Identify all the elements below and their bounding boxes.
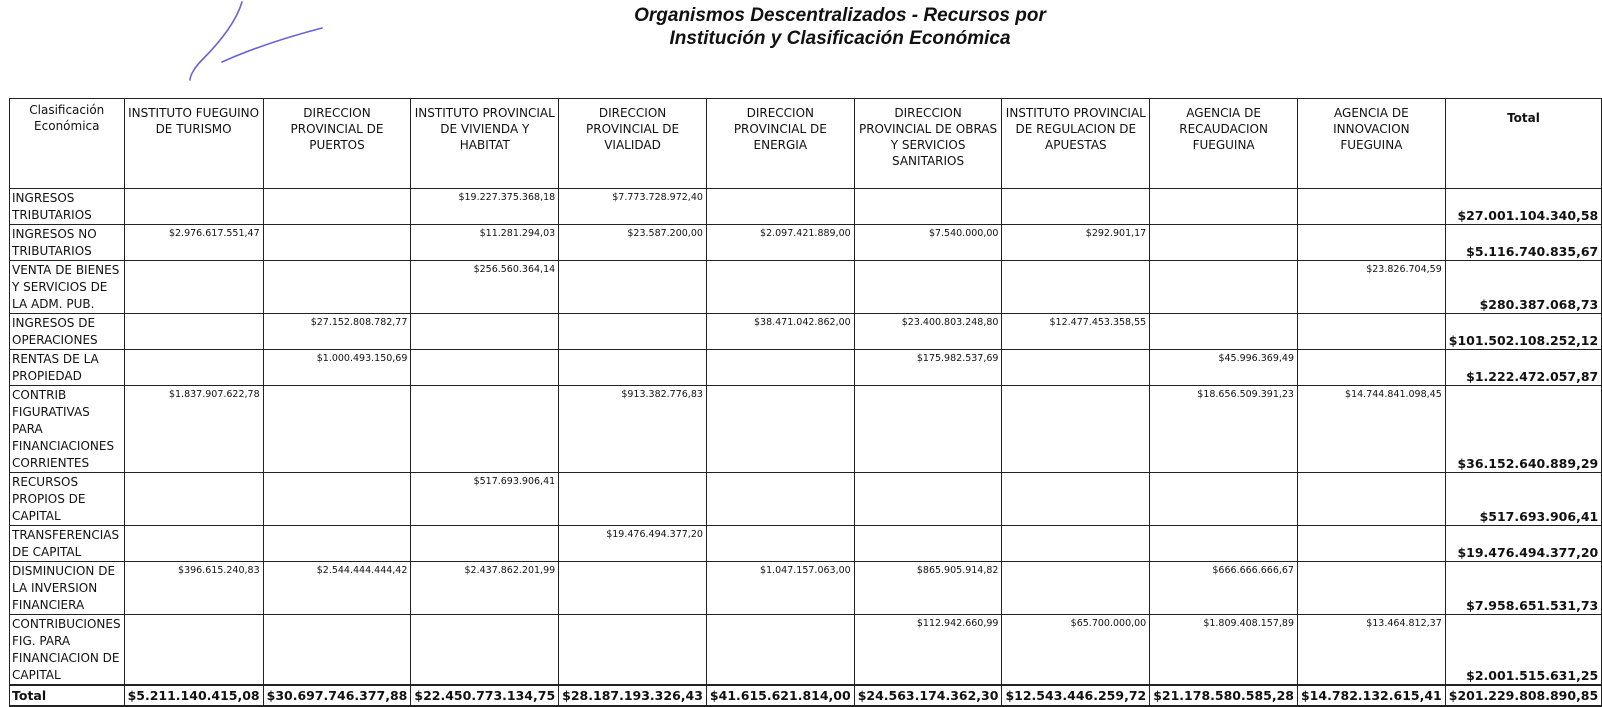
column-total: $22.450.773.134,75 (411, 685, 559, 706)
column-header: AGENCIA DE RECAUDACION FUEGUINA (1150, 99, 1298, 189)
table-cell: $1.837.907.622,78 (124, 386, 263, 473)
table-cell: $2.976.617.551,47 (124, 225, 263, 261)
table-cell (263, 473, 411, 526)
row-total: $517.693.906,41 (1445, 473, 1601, 526)
table-cell (1150, 473, 1298, 526)
table-cell (263, 261, 411, 314)
table-cell: $1.000.493.150,69 (263, 350, 411, 386)
table-cell (124, 615, 263, 686)
table-cell (1002, 261, 1150, 314)
table-cell (263, 386, 411, 473)
table-row (10, 261, 1602, 314)
table-cell (263, 615, 411, 686)
row-label: VENTA DE BIENES Y SERVICIOS DE LA ADM. PUB. (10, 261, 125, 314)
table-cell: $7.773.728.972,40 (559, 189, 707, 225)
table-cell: $14.744.841.098,45 (1297, 386, 1445, 473)
table-cell (706, 615, 854, 686)
table-row (10, 225, 1602, 261)
column-total: $21.178.580.585,28 (1150, 685, 1298, 706)
table-cell: $19.227.375.368,18 (411, 189, 559, 225)
table-row (10, 314, 1602, 350)
table-cell (1150, 526, 1298, 562)
table-cell (411, 526, 559, 562)
column-total: $12.543.446.259,72 (1002, 685, 1150, 706)
table-cell: $396.615.240,83 (124, 562, 263, 615)
row-total: $1.222.472.057,87 (1445, 350, 1601, 386)
total-row-label: Total (10, 685, 125, 706)
row-label: INGRESOS NO TRIBUTARIOS (10, 225, 125, 261)
table-cell (559, 473, 707, 526)
column-header-total: Total (1445, 99, 1601, 189)
column-header: Clasificación Económica (10, 99, 125, 189)
row-total: $7.958.651.531,73 (1445, 562, 1601, 615)
table-cell (1297, 189, 1445, 225)
table-cell: $45.996.369,49 (1150, 350, 1298, 386)
column-total: $14.782.132.615,41 (1297, 685, 1445, 706)
table-cell (1297, 473, 1445, 526)
table-cell (559, 314, 707, 350)
title-line-2: Institución y Clasificación Económica (669, 28, 1011, 49)
table-cell (1150, 189, 1298, 225)
table-cell (411, 350, 559, 386)
row-total: $101.502.108.252,12 (1445, 314, 1601, 350)
table-cell (1297, 526, 1445, 562)
table-row (10, 350, 1602, 386)
table-cell (706, 526, 854, 562)
table-cell (854, 473, 1002, 526)
table-cell (559, 615, 707, 686)
row-total: $36.152.640.889,29 (1445, 386, 1601, 473)
column-total: $41.615.621.814,00 (706, 685, 854, 706)
table-cell: $27.152.808.782,77 (263, 314, 411, 350)
row-total: $27.001.104.340,58 (1445, 189, 1601, 225)
table-cell (1002, 526, 1150, 562)
column-header: INSTITUTO FUEGUINO DE TURISMO (124, 99, 263, 189)
row-label: RENTAS DE LA PROPIEDAD (10, 350, 125, 386)
table-cell (559, 562, 707, 615)
row-label: RECURSOS PROPIOS DE CAPITAL (10, 473, 125, 526)
table-row (10, 473, 1602, 526)
table-cell (124, 526, 263, 562)
row-total: $2.001.515.631,25 (1445, 615, 1601, 686)
table-cell (706, 261, 854, 314)
signature-mark (180, 0, 340, 85)
table-cell: $23.400.803.248,80 (854, 314, 1002, 350)
table-cell: $11.281.294,03 (411, 225, 559, 261)
column-header: INSTITUTO PROVINCIAL DE VIVIENDA Y HABITAT (411, 99, 559, 189)
table-cell (124, 314, 263, 350)
table-cell (706, 189, 854, 225)
title-line-1: Organismos Descentralizados - Recursos por (634, 5, 1046, 26)
table-cell: $112.942.660,99 (854, 615, 1002, 686)
column-header: DIRECCION PROVINCIAL DE PUERTOS (263, 99, 411, 189)
table-cell (706, 386, 854, 473)
table-row (10, 562, 1602, 615)
row-label: INGRESOS TRIBUTARIOS (10, 189, 125, 225)
table-cell (559, 261, 707, 314)
table-cell (263, 526, 411, 562)
table-cell: $19.476.494.377,20 (559, 526, 707, 562)
table-cell: $18.656.509.391,23 (1150, 386, 1298, 473)
table-cell (854, 261, 1002, 314)
column-total: $30.697.746.377,88 (263, 685, 411, 706)
table-row (10, 615, 1602, 686)
row-total: $5.116.740.835,67 (1445, 225, 1601, 261)
table-cell (1297, 314, 1445, 350)
table-cell: $913.382.776,83 (559, 386, 707, 473)
table-cell (263, 189, 411, 225)
table-cell: $1.809.408.157,89 (1150, 615, 1298, 686)
table-cell: $7.540.000,00 (854, 225, 1002, 261)
row-label: CONTRIBUCIONES FIG. PARA FINANCIACION DE CAPITAL (10, 615, 125, 686)
table-cell: $23.826.704,59 (1297, 261, 1445, 314)
row-total: $280.387.068,73 (1445, 261, 1601, 314)
table-cell (1150, 261, 1298, 314)
table-cell: $38.471.042.862,00 (706, 314, 854, 350)
table-row (10, 189, 1602, 225)
table-cell: $292.901,17 (1002, 225, 1150, 261)
column-header: DIRECCION PROVINCIAL DE ENERGIA (706, 99, 854, 189)
table-cell (854, 189, 1002, 225)
table-cell: $13.464.812,37 (1297, 615, 1445, 686)
column-header: DIRECCION PROVINCIAL DE VIALIDAD (559, 99, 707, 189)
table-cell: $2.544.444.444,42 (263, 562, 411, 615)
table-cell (124, 350, 263, 386)
table-cell: $666.666.666,67 (1150, 562, 1298, 615)
table-cell (854, 526, 1002, 562)
table-cell: $23.587.200,00 (559, 225, 707, 261)
row-label: TRANSFERENCIAS DE CAPITAL (10, 526, 125, 562)
table-body (10, 189, 1602, 707)
table-cell (1297, 562, 1445, 615)
table-cell: $2.097.421.889,00 (706, 225, 854, 261)
table-cell (1002, 473, 1150, 526)
row-label: CONTRIB FIGURATIVAS PARA FINANCIACIONES CORRIENTES (10, 386, 125, 473)
column-header: DIRECCION PROVINCIAL DE OBRAS Y SERVICIOS SANITARIOS (854, 99, 1002, 189)
grand-total: $201.229.808.890,85 (1445, 685, 1601, 706)
table-cell (1002, 562, 1150, 615)
table-cell: $65.700.000,00 (1002, 615, 1150, 686)
report-title (560, 4, 1120, 50)
column-total: $24.563.174.362,30 (854, 685, 1002, 706)
table-cell (854, 386, 1002, 473)
table-cell (706, 473, 854, 526)
column-header: INSTITUTO PROVINCIAL DE REGULACION DE APUESTAS (1002, 99, 1150, 189)
table-cell: $175.982.537,69 (854, 350, 1002, 386)
table-cell (1002, 386, 1150, 473)
table-cell (1297, 225, 1445, 261)
table-cell: $12.477.453.358,55 (1002, 314, 1150, 350)
table-cell: $865.905.914,82 (854, 562, 1002, 615)
table-cell: $256.560.364,14 (411, 261, 559, 314)
table-cell (1150, 225, 1298, 261)
table-cell (559, 350, 707, 386)
table-header-row (10, 99, 1602, 189)
table-cell (1002, 189, 1150, 225)
table-cell (124, 473, 263, 526)
table-row (10, 526, 1602, 562)
table-cell (411, 615, 559, 686)
table-cell (1150, 314, 1298, 350)
table-cell: $1.047.157.063,00 (706, 562, 854, 615)
table-cell: $2.437.862.201,99 (411, 562, 559, 615)
table-cell: $517.693.906,41 (411, 473, 559, 526)
row-label: INGRESOS DE OPERACIONES (10, 314, 125, 350)
column-header: AGENCIA DE INNOVACION FUEGUINA (1297, 99, 1445, 189)
resources-table (9, 98, 1602, 707)
row-label: DISMINUCION DE LA INVERSION FINANCIERA (10, 562, 125, 615)
table-cell (411, 314, 559, 350)
table-cell (1002, 350, 1150, 386)
table-cell (124, 189, 263, 225)
row-total: $19.476.494.377,20 (1445, 526, 1601, 562)
table-cell (124, 261, 263, 314)
column-total: $5.211.140.415,08 (124, 685, 263, 706)
table-row (10, 386, 1602, 473)
table-cell (411, 386, 559, 473)
table-cell (263, 225, 411, 261)
table-cell (706, 350, 854, 386)
column-total: $28.187.193.326,43 (559, 685, 707, 706)
table-total-row (10, 685, 1602, 706)
table-cell (1297, 350, 1445, 386)
